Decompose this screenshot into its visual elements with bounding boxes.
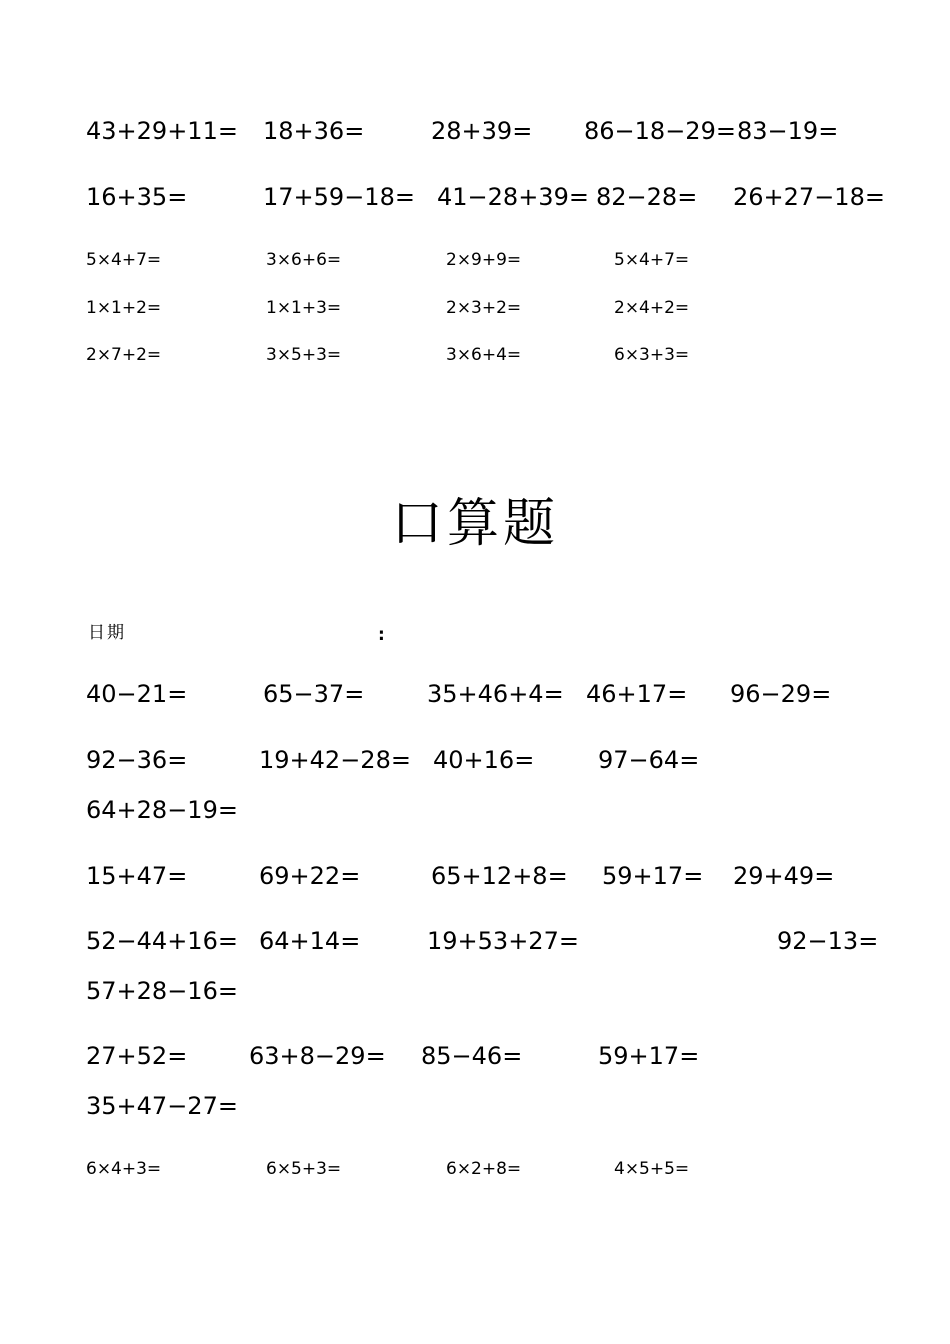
problem: 6×5+3= [266, 1159, 342, 1179]
problem: 3×6+6= [266, 250, 342, 270]
problem: 64+14= [259, 927, 361, 955]
problem: 19+42−28= [259, 746, 411, 774]
page-title: 口算题 [390, 494, 559, 554]
problem: 3×6+4= [446, 345, 522, 365]
problem: 52−44+16= [86, 927, 238, 955]
problem: 92−13= [777, 927, 879, 955]
problem: 1×1+3= [266, 298, 342, 318]
problem: 57+28−16= [86, 977, 238, 1005]
problem: 1×1+2= [86, 298, 162, 318]
problem: 86−18−29= [584, 117, 736, 145]
problem: 65−37= [263, 680, 365, 708]
problem: 15+47= [86, 862, 188, 890]
problem: 43+29+11= [86, 117, 238, 145]
problem: 82−28= [596, 183, 698, 211]
problem: 6×2+8= [446, 1159, 522, 1179]
problem: 2×9+9= [446, 250, 522, 270]
problem: 5×4+7= [86, 250, 162, 270]
problem: 96−29= [730, 680, 832, 708]
problem: 4×5+5= [614, 1159, 690, 1179]
problem: 2×7+2= [86, 345, 162, 365]
problem: 64+28−19= [86, 796, 238, 824]
problem: 6×4+3= [86, 1159, 162, 1179]
problem: 46+17= [586, 680, 688, 708]
problem: 59+17= [598, 1042, 700, 1070]
problem: 83−19= [737, 117, 839, 145]
problem: 63+8−29= [249, 1042, 386, 1070]
problem: 3×5+3= [266, 345, 342, 365]
problem: 35+47−27= [86, 1092, 238, 1120]
problem: 85−46= [421, 1042, 523, 1070]
problem: 69+22= [259, 862, 361, 890]
problem: 26+27−18= [733, 183, 885, 211]
problem: 65+12+8= [431, 862, 568, 890]
problem: 2×4+2= [614, 298, 690, 318]
problem: 19+53+27= [427, 927, 579, 955]
problem: 6×3+3= [614, 345, 690, 365]
problem: 92−36= [86, 746, 188, 774]
problem: 40−21= [86, 680, 188, 708]
date-colon: : [378, 625, 385, 645]
problem: 2×3+2= [446, 298, 522, 318]
problem: 17+59−18= [263, 183, 415, 211]
problem: 27+52= [86, 1042, 188, 1070]
problem: 5×4+7= [614, 250, 690, 270]
date-label: 日期 [88, 623, 126, 643]
problem: 28+39= [431, 117, 533, 145]
problem: 29+49= [733, 862, 835, 890]
problem: 18+36= [263, 117, 365, 145]
problem: 16+35= [86, 183, 188, 211]
problem: 97−64= [598, 746, 700, 774]
problem: 59+17= [602, 862, 704, 890]
problem: 40+16= [433, 746, 535, 774]
problem: 41−28+39= [437, 183, 589, 211]
problem: 35+46+4= [427, 680, 564, 708]
